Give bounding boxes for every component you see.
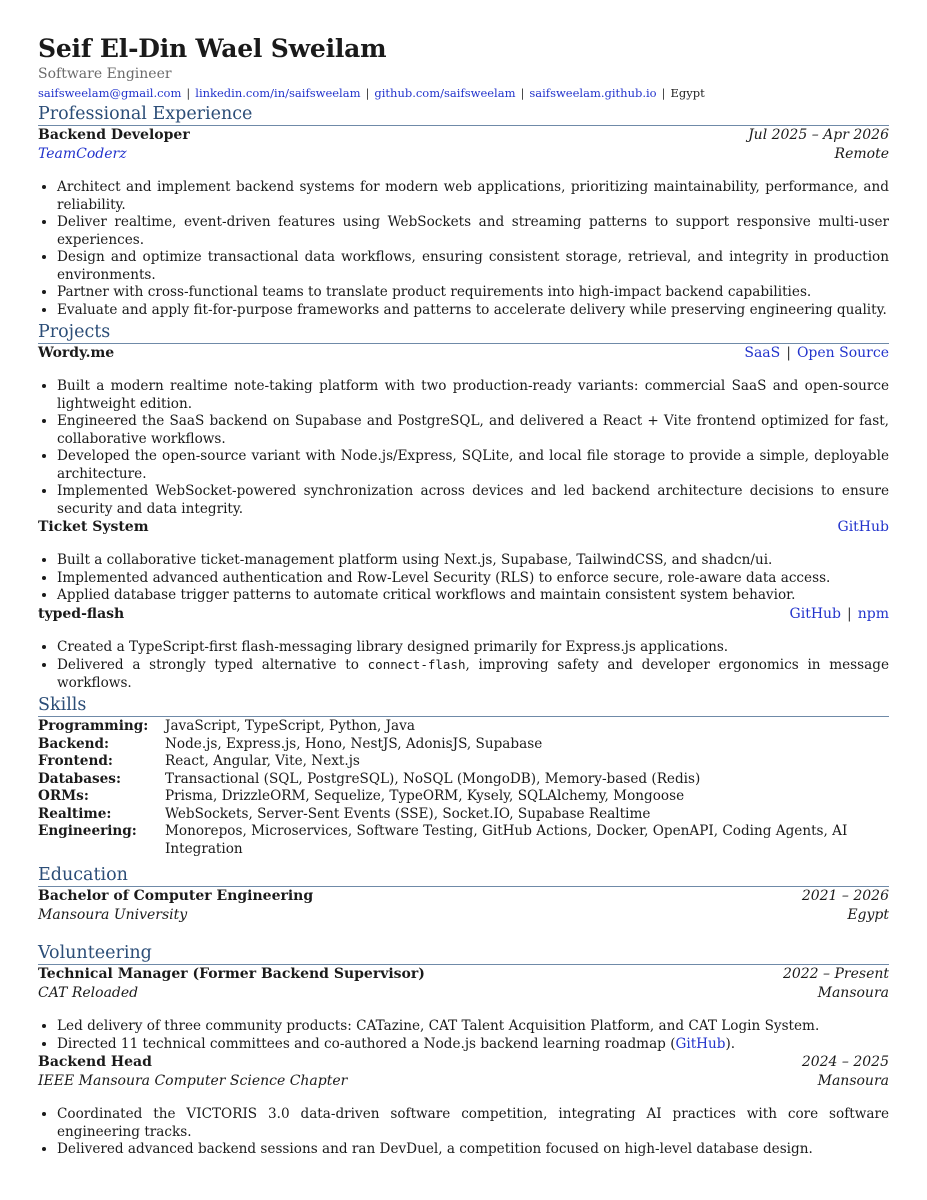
npm-link[interactable]: npm [857, 605, 889, 622]
list-item: • Partner with cross-functional teams to translate product requirements into high-impact backend capabilities. [57, 284, 889, 302]
job-location: Remote [834, 146, 889, 162]
degree: Bachelor of Computer Engineering [38, 888, 314, 904]
volunteer-role: Technical Manager (Former Backend Supervisor) [38, 966, 425, 982]
list-item: • Led delivery of three community products: CATazine, CAT Talent Acquisition Platform, and CAT Login System. [57, 1018, 889, 1036]
volunteer-sub [38, 1072, 889, 1091]
skill-value: JavaScript, TypeScript, Python, Java [165, 718, 415, 734]
skill-label: Programming: [38, 718, 149, 734]
volunteer-header [38, 965, 889, 984]
volunteer-org: CAT Reloaded [38, 985, 139, 1001]
list-item: • Architect and implement backend systems for modern web applications, prioritizing maintainability, performance, and reliability. [57, 179, 889, 214]
volunteer-dates: 2022 – Present [782, 966, 889, 982]
separator: | [520, 86, 525, 100]
project-name: Ticket System [38, 519, 149, 535]
bullet-text: , improving safety and developer ergonomics in message workflows. [57, 657, 889, 691]
list-item: • Applied database trigger patterns to automate critical workflows and maintain consistent system behavior. [57, 587, 889, 605]
school: Mansoura University [38, 907, 188, 923]
list-item: • Created a TypeScript-first flash-messaging library designed primarily for Express.js applications. [57, 639, 889, 657]
github-link[interactable]: GitHub [837, 519, 889, 535]
education-sub [38, 906, 889, 925]
project-bullets [38, 639, 889, 693]
project-bullets [38, 378, 889, 518]
bullet-text: ). [725, 1035, 736, 1052]
section-heading-volunteering: Volunteering [38, 942, 889, 965]
project-links [744, 344, 889, 363]
skill-label: Realtime: [38, 805, 112, 822]
table-row [38, 823, 889, 858]
volunteer-dates: 2024 – 2025 [801, 1054, 889, 1070]
skill-label: Backend: [38, 735, 110, 752]
project-header [38, 518, 889, 537]
list-item: • Delivered advanced backend sessions and ran DevDuel, a competition focused on high-level database design. [57, 1141, 889, 1159]
table-row [38, 771, 889, 789]
skill-value: Monorepos, Microservices, Software Testing, GitHub Actions, Docker, OpenAPI, Coding Agents, AI Integration [165, 823, 848, 857]
volunteer-bullets [38, 1018, 889, 1053]
table-row [38, 753, 889, 771]
table-row [38, 788, 889, 806]
volunteer-header [38, 1053, 889, 1072]
linkedin-link[interactable]: linkedin.com/in/saifsweelam [195, 86, 361, 100]
spacer [38, 164, 889, 179]
contact-line [38, 85, 889, 101]
project-header [38, 605, 889, 624]
volunteer-location: Mansoura [817, 1073, 889, 1089]
spacer [38, 624, 889, 639]
table-row [38, 718, 889, 736]
volunteer-bullets [38, 1106, 889, 1159]
github-link[interactable]: github.com/saifsweelam [374, 86, 516, 100]
experience-entry-sub [38, 145, 889, 164]
list-item: • Evaluate and apply fit-for-purpose frameworks and patterns to accelerate delivery while preserving engineering quality. [57, 302, 889, 320]
skill-value: Node.js, Express.js, Hono, NestJS, AdonisJS, Supabase [165, 735, 543, 752]
project-name: Wordy.me [38, 345, 115, 361]
project-links [838, 518, 889, 537]
skill-value: Transactional (SQL, PostgreSQL), NoSQL (MongoDB), Memory-based (Redis) [165, 770, 701, 787]
separator: | [786, 345, 791, 361]
volunteer-location: Mansoura [817, 985, 889, 1001]
project-name: typed-flash [38, 605, 125, 622]
table-row [38, 736, 889, 754]
skill-label: Databases: [38, 770, 121, 787]
volunteer-sub [38, 984, 889, 1003]
separator: | [365, 86, 370, 100]
list-item: • Design and optimize transactional data workflows, ensuring consistent storage, retrieval, and integrity in production environments. [57, 249, 889, 284]
spacer [38, 363, 889, 378]
list-item [57, 1036, 889, 1054]
experience-entry-header [38, 126, 889, 145]
website-link[interactable]: saifsweelam.github.io [529, 86, 657, 100]
skill-value: React, Angular, Vite, Next.js [165, 753, 360, 769]
github-link[interactable]: GitHub [789, 605, 842, 622]
saas-link[interactable]: SaaS [744, 345, 781, 361]
education-location: Egypt [847, 907, 889, 923]
skills-table [38, 718, 889, 858]
section-heading-projects: Projects [38, 321, 889, 344]
open-source-link[interactable]: Open Source [796, 345, 889, 361]
table-row [38, 806, 889, 824]
skill-label: Engineering: [38, 823, 137, 839]
experience-bullets [38, 179, 889, 319]
spacer [38, 537, 889, 552]
list-item: • Built a modern realtime note-taking platform with two production-ready variants: commercial SaaS and open-source lightweight edition. [57, 378, 889, 413]
education-header [38, 887, 889, 906]
email-link[interactable]: saifsweelam@gmail.com [38, 86, 182, 100]
skill-label: ORMs: [38, 788, 89, 804]
skill-value: Prisma, DrizzleORM, Sequelize, TypeORM, Kysely, SQLAlchemy, Mongoose [165, 788, 685, 804]
project-links [790, 605, 889, 624]
package-name: connect-flash [367, 657, 466, 672]
separator: | [186, 86, 191, 100]
spacer [38, 858, 889, 862]
volunteer-role: Backend Head [38, 1054, 152, 1070]
education-dates: 2021 – 2026 [801, 888, 889, 904]
list-item: • Implemented WebSocket-powered synchronization across devices and led backend architecture decisions to ensure security and data integrity. [57, 483, 889, 518]
roadmap-github-link[interactable]: GitHub [675, 1035, 726, 1052]
project-header [38, 344, 889, 363]
separator: | [661, 86, 666, 100]
volunteer-org: IEEE Mansoura Computer Science Chapter [38, 1073, 348, 1089]
spacer [38, 925, 889, 940]
spacer [38, 1003, 889, 1018]
company-link[interactable]: TeamCoderz [38, 146, 127, 162]
list-item: • Engineered the SaaS backend on Supabase and PostgreSQL, and delivered a React + Vite frontend optimized for fast, collaborative workflows. [57, 413, 889, 448]
section-heading-experience: Professional Experience [38, 103, 889, 126]
list-item: • Coordinated the VICTORIS 3.0 data-driven software competition, integrating AI practices with core software engineering tracks. [57, 1106, 889, 1141]
bullet-text: Delivered a strongly typed alternative to [57, 657, 368, 673]
bullet-text: Directed 11 technical committees and co-authored a Node.js backend learning roadmap ( [57, 1035, 676, 1052]
list-item: • Built a collaborative ticket-management platform using Next.js, Supabase, TailwindCSS, and shadcn/ui. [57, 552, 889, 570]
separator: | [847, 605, 852, 622]
skill-value: WebSockets, Server-Sent Events (SSE), Socket.IO, Supabase Realtime [165, 805, 651, 822]
candidate-title: Software Engineer [38, 66, 172, 82]
list-item: • Implemented advanced authentication and Row-Level Security (RLS) to enforce secure, role-aware data access. [57, 570, 889, 588]
project-bullets [38, 552, 889, 605]
skill-label: Frontend: [38, 753, 113, 769]
spacer [38, 1091, 889, 1106]
job-dates: Jul 2025 – Apr 2026 [748, 127, 889, 143]
job-role: Backend Developer [38, 127, 190, 143]
list-item: • Deliver realtime, event-driven features using WebSockets and streaming patterns to support responsive multi-user experiences. [57, 214, 889, 249]
location: Egypt [670, 86, 705, 100]
section-heading-education: Education [38, 864, 889, 887]
candidate-name: Seif El-Din Wael Sweilam [38, 34, 387, 63]
list-item: • Developed the open-source variant with Node.js/Express, SQLite, and local file storage to provide a simple, deployable architecture. [57, 448, 889, 483]
section-heading-skills: Skills [38, 694, 889, 717]
list-item [57, 656, 889, 692]
